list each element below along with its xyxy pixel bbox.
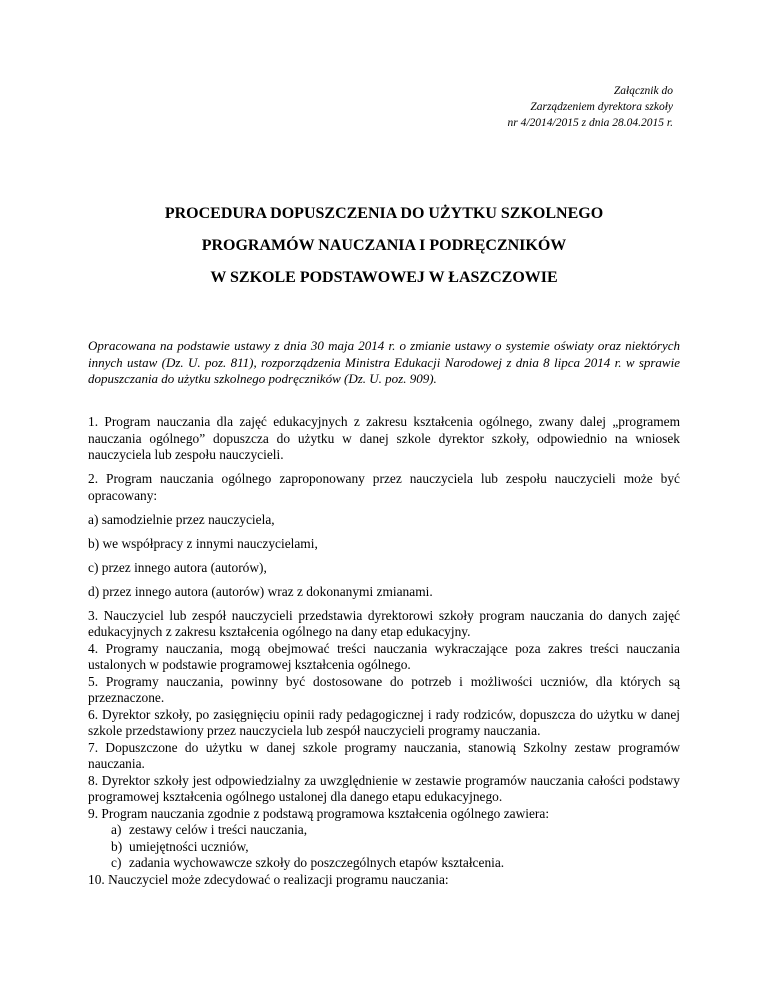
paragraph-1: 1. Program nauczania dla zajęć edukacyjnych z zakresu kształcenia ogólnego, zwany dalej „programem nauczania ogólnego” dopuszcza do użytku w danej szkole dyrektor szkoły, odpowiednio na wniosek nauczyciela lub zespołu nauczycieli. (88, 414, 680, 462)
list-item-9c (88, 855, 680, 872)
paragraph-2: 2. Program nauczania ogólnego zaproponowany przez nauczyciela lub zespołu nauczycieli może być opracowany: (88, 471, 680, 503)
paragraph-8: 8. Dyrektor szkoły jest odpowiedzialny za uwzględnienie w zestawie programów nauczania całości podstawy programowej kształcenia ogólnego ustalonej dla danego etapu edukacyjnego. (88, 772, 680, 804)
paragraph-3: 3. Nauczyciel lub zespół nauczycieli przedstawia dyrektorowi szkoły program nauczania do danych zajęć edukacyjnych z zakresu kształcenia ogólnego na dany etap edukacyjny. (88, 607, 680, 639)
list-item-2d: d) przez innego autora (autorów) wraz z dokonanymi zmianami. (88, 583, 433, 599)
annex-note (508, 83, 674, 131)
list-label-9a: a) (111, 822, 122, 837)
annex-line-2: Zarządzeniem dyrektora szkoły (530, 101, 673, 113)
paragraph-9: 9. Program nauczania zgodnie z podstawą programowa kształcenia ogólnego zawiera: (88, 805, 550, 821)
paragraph-6: 6. Dyrektor szkoły, po zasięgnięciu opinii rady pedagogicznej i rady rodziców, dopuszcza do użytku w danej szkole przedstawiony przez nauczyciela lub zespół nauczycieli programy nauczania. (88, 706, 680, 738)
list-text-9b: umiejętności uczniów, (129, 838, 249, 854)
list-label-9b: b) (111, 838, 123, 854)
title-line-3: W SZKOLE PODSTAWOWEJ W ŁASZCZOWIE (210, 269, 558, 286)
paragraph-10: 10. Nauczyciel może zdecydować o realizacji programu nauczania: (88, 871, 449, 887)
list-item-2c: c) przez innego autora (autorów), (88, 559, 267, 575)
list-item-2a: a) samodzielnie przez nauczyciela, (88, 511, 275, 527)
procedure-body (88, 414, 680, 888)
list-text-9a: zestawy celów i treści nauczania, (129, 822, 308, 837)
list-item-2b: b) we współpracy z innymi nauczycielami, (88, 535, 318, 551)
title-line-1: PROCEDURA DOPUSZCZENIA DO UŻYTKU SZKOLNEGO (164, 205, 604, 222)
document-title (0, 198, 768, 294)
list-item-9b (88, 839, 680, 856)
annex-line-3: nr 4/2014/2015 z dnia 28.04.2015 r. (507, 117, 673, 129)
list-item-9a (88, 822, 680, 839)
paragraph-5: 5. Programy nauczania, powinny być dostosowane do potrzeb i możliwości uczniów, dla których są przeznaczone. (88, 673, 680, 705)
list-text-9c: zadania wychowawcze szkoły do poszczególnych etapów kształcenia. (129, 855, 505, 870)
paragraph-7: 7. Dopuszczone do użytku w danej szkole programy nauczania, stanowią Szkolny zestaw programów nauczania. (88, 739, 680, 771)
annex-line-1: Załącznik do (613, 85, 673, 97)
list-label-9c: c) (111, 855, 122, 870)
paragraph-4: 4. Programy nauczania, mogą obejmować treści nauczania wykraczające poza zakres treści nauczania ustalonych w podstawie programowej kształcenia ogólnego. (88, 640, 680, 672)
title-line-2: PROGRAMÓW NAUCZANIA I PODRĘCZNIKÓW (201, 237, 567, 254)
legal-basis-intro: Opracowana na podstawie ustawy z dnia 30 maja 2014 r. o zmianie ustawy o systemie oświaty oraz niektórych innych ustaw (Dz. U. poz. 811), rozporządzenia Ministra Edukacji Narodowej z dnia 8 lipca 2014 r. w sprawie dopuszczania do użytku szkolnego podręczników (Dz. U. poz. 909). (88, 338, 680, 386)
